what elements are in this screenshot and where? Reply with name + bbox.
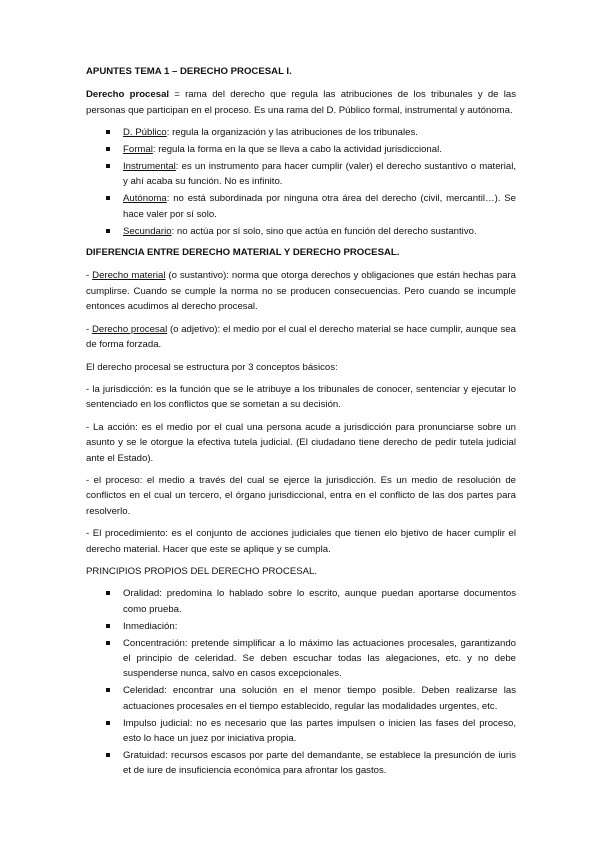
- bullet-icon: [106, 164, 110, 168]
- list-item: [86, 191, 516, 222]
- item-text: : no actúa por sí solo, sino que actúa en función del derecho sustantivo.: [171, 225, 477, 237]
- material-paragraph: [86, 268, 516, 314]
- list-item: [86, 224, 516, 239]
- list-item: [86, 142, 516, 157]
- procesal-paragraph: [86, 322, 516, 353]
- concept-jurisdiccion: - la jurisdicción: es la función que se le atribuye a los tribunales de conocer, sentenciar y ejecutar lo sentenciado en los conflictos que se sometan a su decisión.: [86, 383, 516, 411]
- list-item: [86, 586, 516, 617]
- item-text: : regula la organización y las atribuciones de los tribunales.: [166, 127, 418, 139]
- bullet-icon: [106, 147, 110, 151]
- list-item: [86, 683, 516, 714]
- intro-paragraph: [86, 87, 516, 118]
- principle-text: Gratuidad: recursos escasos por parte del demandante, se establece la presunción de iuris et de iure de insuficiencia económica para afrontar los gastos.: [123, 749, 516, 777]
- dash-prefix: -: [86, 323, 92, 335]
- bullet-icon: [106, 196, 110, 200]
- item-text: : regula la forma en la que se lleva a cabo la actividad jurisdiccional.: [152, 144, 442, 156]
- bullet-icon: [106, 641, 110, 645]
- list-item: [86, 636, 516, 682]
- intro-term: Derecho procesal: [86, 89, 170, 101]
- procesal-text: (o adjetivo): el medio por el cual el derecho material se hace cumplir, aunque sea de forma forzada.: [86, 323, 516, 351]
- list-item: [86, 159, 516, 190]
- bullet-icon: [106, 591, 110, 595]
- principles-list: [86, 586, 516, 778]
- list-item: [86, 748, 516, 779]
- document-content: [86, 64, 516, 785]
- material-term: Derecho material: [92, 270, 166, 282]
- concept-accion: - La acción: es el medio por el cual una persona acude a jurisdicción para pronunciarse sobre un asunto y se le otorgue la efectiva tutela judicial. (El ciudadano tiene derecho de pedir tutela judicial ante el Estado).: [86, 421, 516, 464]
- principle-text: Oralidad: predomina lo hablado sobre lo escrito, aunque puedan aportarse documentos como prueba.: [123, 588, 516, 615]
- principle-text: Concentración: pretende simplificar a lo máximo las actuaciones procesales, garantizando el principio de celeridad. Se deben escuchar todas las alegaciones, etc. y no debe suspenderse nunca, salvo en casos excepcionales.: [123, 637, 516, 680]
- list-item: [86, 716, 516, 747]
- concept-proceso: - el proceso: el medio a través del cual se ejerce la jurisdicción. Es un medio de resolución de conflictos en el cual un tercero, el órgano jurisdiccional, entra en el conflicto de las dos partes para resolverlo.: [86, 474, 516, 517]
- concept-procedimiento: - El procedimiento: es el conjunto de acciones judiciales que tienen elo bjetivo de hacer cumplir el derecho material. Hacer que este se aplique y se cumpla.: [86, 528, 516, 555]
- characteristics-list: [86, 125, 516, 239]
- procesal-term: Derecho procesal: [91, 323, 168, 335]
- section-heading-diferencia: DIFERENCIA ENTRE DERECHO MATERIAL Y DERECHO PROCESAL.: [86, 247, 400, 259]
- bullet-icon: [106, 229, 110, 233]
- list-item: [86, 619, 516, 634]
- list-item: [86, 125, 516, 140]
- bullet-icon: [106, 721, 110, 725]
- intro-text: = rama del derecho que regula las atribuciones de los tribunales y de las personas que participan en el proceso. Es una rama del D. Público formal, instrumental y autónoma.: [86, 89, 516, 116]
- section-heading-principios: PRINCIPIOS PROPIOS DEL DERECHO PROCESAL.: [86, 565, 318, 577]
- item-term: D. Público: [123, 127, 167, 139]
- bullet-icon: [106, 624, 110, 628]
- item-term: Formal: [123, 144, 153, 156]
- principle-text: Impulso judicial: no es necesario que las partes impulsen o inicien las fases del proceso, esto lo hace un juez por iniciativa propia.: [123, 717, 516, 745]
- bullet-icon: [106, 130, 110, 134]
- document-title: APUNTES TEMA 1 – DERECHO PROCESAL I.: [86, 66, 292, 77]
- item-text: : es un instrumento para hacer cumplir (valer) el derecho sustantivo o material, y ahí acaba su función. No es infinito.: [123, 161, 516, 188]
- item-term: Autónoma: [123, 193, 167, 205]
- item-term: Secundario: [123, 225, 172, 237]
- item-text: : no está subordinada por ninguna otra área del derecho (civil, mercantil…). Se hace valer por sí solo.: [123, 193, 516, 220]
- principle-text: Celeridad: encontrar una solución en el menor tiempo posible. Deben realizarse las actuaciones procesales en el tiempo establecido, regular las modalidades urgentes, etc.: [123, 685, 516, 712]
- principle-text: Inmediación:: [123, 620, 178, 632]
- material-text: (o sustantivo): norma que otorga derechos y obligaciones que están hechas para cumplirse. Cuando se cumple la norma no se producen consecuencias. Pero cuando se incumple entonces acudimos al derecho procesal.: [86, 270, 516, 313]
- dash-prefix: -: [86, 270, 93, 282]
- bullet-icon: [106, 753, 110, 757]
- item-term: Instrumental: [123, 161, 176, 173]
- structure-paragraph: El derecho procesal se estructura por 3 conceptos básicos:: [86, 361, 338, 373]
- bullet-icon: [106, 688, 110, 692]
